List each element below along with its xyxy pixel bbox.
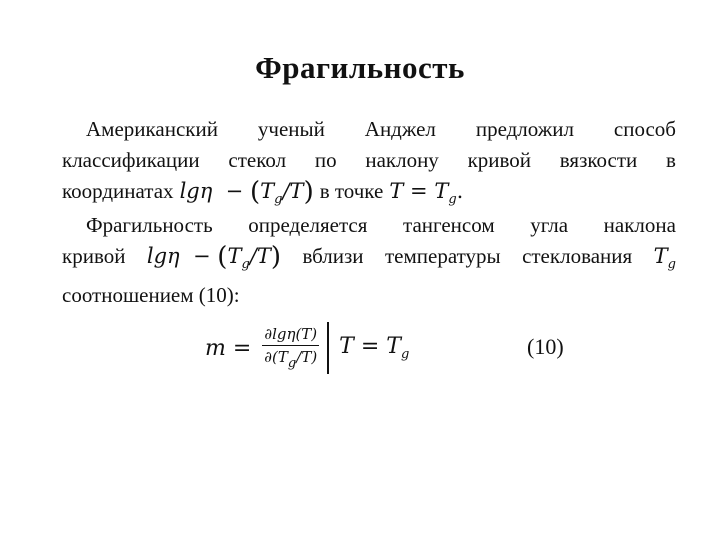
paragraph-line [62, 241, 676, 280]
word: Анджел [364, 117, 436, 141]
word: наклону [365, 148, 439, 172]
math-inline: $T_g$ [653, 244, 676, 272]
slide-title: Фрагильность [255, 50, 465, 85]
word: кривой [467, 148, 532, 172]
word: тангенсом [403, 213, 495, 237]
word: Фрагильность [86, 213, 213, 237]
paragraph-line [62, 114, 676, 145]
evaluation-bar [327, 322, 329, 374]
word: температуры [384, 244, 501, 268]
paragraph-line [62, 280, 676, 311]
word: определяется [248, 213, 368, 237]
fraction-numerator: ∂lgη(T) [262, 325, 319, 346]
paragraph-fragility [62, 210, 676, 311]
word: кривой [62, 244, 126, 268]
word: классификации [62, 148, 200, 172]
word: в точке [319, 179, 384, 203]
word: в [666, 148, 676, 172]
equation-number: (10) [527, 334, 564, 359]
word: наклона [603, 213, 676, 237]
paragraph-line [62, 145, 676, 176]
word: вблизи [302, 244, 364, 268]
formula-equals: = [232, 335, 252, 361]
math-inline: $T = T_g$. [389, 179, 464, 207]
word: предложил [475, 117, 574, 141]
word: стекол [228, 148, 287, 172]
paragraph-angell [62, 114, 676, 215]
word: по [314, 148, 337, 172]
formula-condition: $T = T_g$ [339, 334, 410, 362]
fraction-denominator: $\partial(T_g/T)$ [264, 348, 318, 371]
word: координатах [62, 179, 174, 203]
word: Американский [86, 117, 218, 141]
math-inline: $\lg\eta - (T_g/T)$ [179, 177, 314, 207]
word: соотношением (10): [62, 283, 240, 307]
display-formula [205, 320, 409, 376]
word: стеклования [522, 244, 633, 268]
paragraph-line [62, 210, 676, 241]
word: ученый [257, 117, 325, 141]
formula-fraction [262, 325, 319, 371]
word: угла [530, 213, 569, 237]
math-inline: $\lg\eta - (T_g/T)$ [146, 242, 282, 272]
word: вязкости [559, 148, 638, 172]
formula-m: m [205, 335, 226, 361]
word: способ [613, 117, 676, 141]
